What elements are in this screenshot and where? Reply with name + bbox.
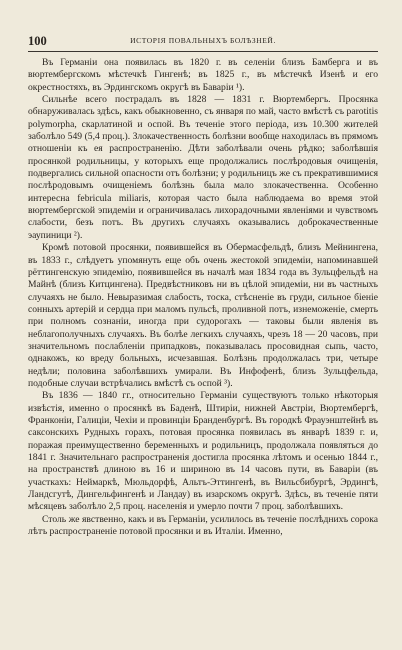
header-rule <box>28 51 378 52</box>
paragraph: Столь же явственно, какъ и въ Германіи, усилилось въ теченіе послѣднихъ сорока лѣтъ распространеніе потовой просянки и въ Италіи. Именно, <box>28 513 378 538</box>
paragraph: Въ 1836 — 1840 гг., относительно Германіи существуютъ только нѣкоторыя извѣстія, именно о просянкѣ въ Баденѣ, Штиріи, нижней Австріи, Вюртембергѣ, Франконіи, Галиціи, Чехіи и провинціи Бранденбургѣ. Въ городкѣ Фрауэнштейнѣ въ саксонскихъ Рудныхъ горахъ, потовая просянка появилась въ январѣ 1839 г. и, поражая преимущественно беременныхъ и родильницъ, продолжала появляться до 1841 г. Значительнаго распространенія достигла просянка лѣтомъ и осенью 1844 г., на пространствѣ длиною въ 16 и шириною въ 14 часовъ пути, въ Баваріи (въ участкахъ: Неймаркѣ, Мюльдорфѣ, Альтъ-Эттингенѣ, въ Вильсбибургѣ, Эрдингѣ, Ландсгутѣ, Дингельфингенѣ и Ландау) въ изарскомъ округѣ. Здѣсь, въ теченіе пяти мѣсяцевъ заболѣло 2,5 проц. населенія и умерло почти 7 проц. заболѣвшихъ. <box>28 390 378 513</box>
paragraph: Кромѣ потовой просянки, появившейся въ Обермасфельдѣ, близъ Мейнингена, въ 1833 г., слѣдуетъ упомянуть еще объ очень жестокой эпидеміи, напоминавшей рёттингенскую эпидемію, появившейся въ началѣ мая 1834 года въ Зульцфельдѣ на Майнѣ (близъ Китцингена). Предвѣстниковъ ни въ цѣлой эпидеміи, ни въ частныхъ случаяхъ не было. Невыразимая слабость, тоска, стѣсненіе въ груди, сильное біеніе сонныхъ артерій и сердца при маломъ пульсѣ, проливной потъ, изнеможеніе, смерть при полномъ сознаніи, иногда при судорогахъ — таковы были явленія въ неблагополучныхъ случаяхъ. Въ болѣе легкихъ случаяхъ, чрезъ 18 — 20 часовъ, при значительномъ послабленіи припадковъ, показывалась просовидная сыпь, часто, однакожъ, ко вреду больныхъ, исчезавшая. Болѣзнь продолжалась три, четыре недѣли; половина заболѣвшихъ умирали. Въ Инфофенѣ, близъ Зульцфельда, подобные случаи встрѣчались вмѣстѣ съ оспой ³). <box>28 242 378 389</box>
body-text <box>28 57 378 538</box>
running-title: ИСТОРІЯ ПОВАЛЬНЫХЪ БОЛѢЗНЕЙ. <box>130 36 276 45</box>
paragraph: Сильнѣе всего пострадалъ въ 1828 — 1831 г. Вюртембергъ. Просянка обнаруживалась здѣсь, какъ обыкновенно, съ января по май, часто вмѣстѣ съ parotitis polymorpha, скарлатиной и оспой. Въ теченіе этого періода, изъ 10.300 жителей заболѣло 549 (5,4 проц.). Злокачественность болѣзни вообще находилась въ прямомъ отношеніи къ ея распространенію. Дѣти заболѣвали очень рѣдко; заболѣвшія просянкой родильницы, у которыхъ еще продолжались послѣродовыя очищенія, подвергались сильной опасности отъ болѣзни; у родильницъ же съ прекратившимися послѣродовымъ очищеніемъ болѣзнь была мало злокачественна. Особенно интересна febricula miliaris, которая часто была наблюдаема во время этой вюртембергской эпидеміи и ограничивалась лихорадочными явленіями и чувствомъ слабости, безъ потъ. Въ другихъ случаяхъ оказывались доброкачественные эаупиници ²). <box>28 94 378 241</box>
running-head <box>28 34 378 48</box>
page-number: 100 <box>28 34 47 48</box>
paragraph: Въ Германіи она появилась въ 1820 г. въ селеніи близъ Бамберга и въ вюртембергскомъ мѣстечкѣ Гингенѣ; въ 1825 г., въ мѣстечкѣ Изенѣ и его окрестностяхъ, въ Эрдингскомъ округѣ въ Баваріи ¹). <box>28 57 378 93</box>
